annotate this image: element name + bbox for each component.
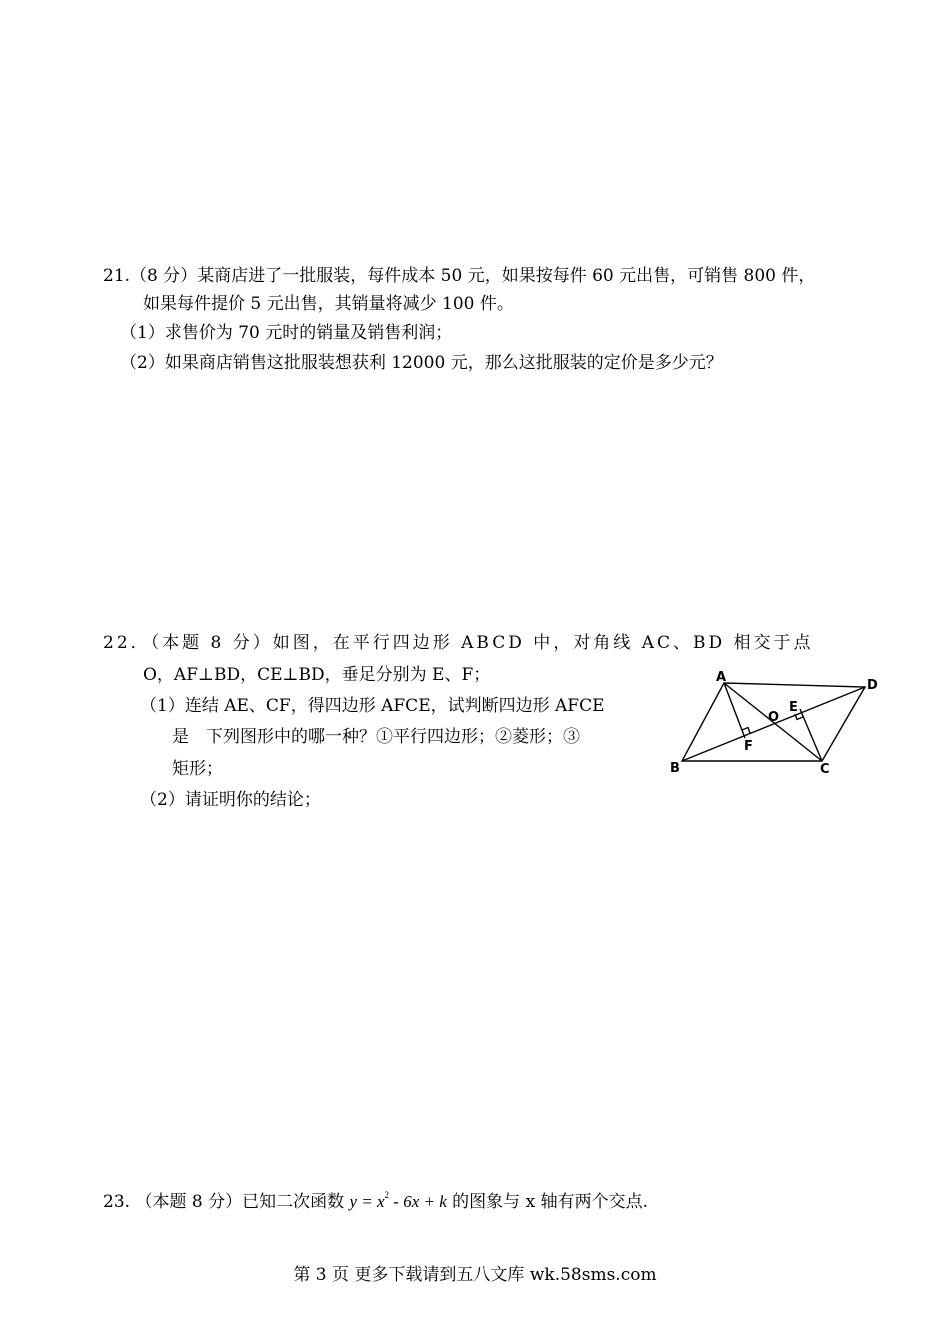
parallelogram-figure [660, 670, 880, 780]
label-o: O [768, 710, 780, 725]
q22-part1-c: 矩形； [172, 759, 223, 779]
q21-line1: 21.（8 分）某商店进了一批服装，每件成本 50 元，如果按每件 60 元出售，可销售 800 件， [103, 266, 816, 286]
page-footer: 第 3 页 更多下载请到五八文库 wk.58sms.com [293, 1265, 657, 1285]
label-f: F [744, 739, 753, 754]
label-e: E [789, 700, 798, 715]
q22-part1-b: 是 下列图形中的哪一种？①平行四边形；②菱形；③ [172, 727, 580, 747]
q23-prefix: 23. （本题 8 分）已知二次函数 [103, 1192, 350, 1212]
q22-line1: 22．（本题 8 分）如图，在平行四边形 ABCD 中，对角线 AC、BD 相交于点 [103, 633, 814, 653]
q23-eq-sup: 2 [384, 1190, 390, 1200]
q23-eq-eqx: = x [357, 1192, 385, 1211]
q22-part2: （2）请证明你的结论； [140, 790, 321, 810]
q23-line [103, 1184, 648, 1213]
q23-eq-rest: - 6x + k [389, 1192, 447, 1211]
segment-ce [800, 709, 822, 761]
q23-eq-y: y [349, 1192, 358, 1211]
label-c: C [820, 762, 830, 777]
q21-part1: （1）求售价为 70 元时的销量及销售利润； [120, 323, 453, 343]
q21-line2: 如果每件提价 5 元出售，其销量将减少 100 件。 [143, 294, 514, 314]
q22-part1-a: （1）连结 AE、CF，得四边形 AFCE，试判断四边形 AFCE [140, 696, 605, 716]
label-a: A [716, 670, 727, 685]
q21-part2: （2）如果商店销售这批服装想获利 12000 元，那么这批服装的定价是多少元？ [120, 353, 723, 373]
q22-line2: O，AF⊥BD，CE⊥BD，垂足分别为 E、F； [143, 665, 491, 685]
label-b: B [670, 761, 680, 776]
q23-equation [349, 1192, 446, 1211]
q23-suffix: 的图象与 x 轴有两个交点. [446, 1192, 648, 1212]
label-d: D [867, 678, 878, 693]
